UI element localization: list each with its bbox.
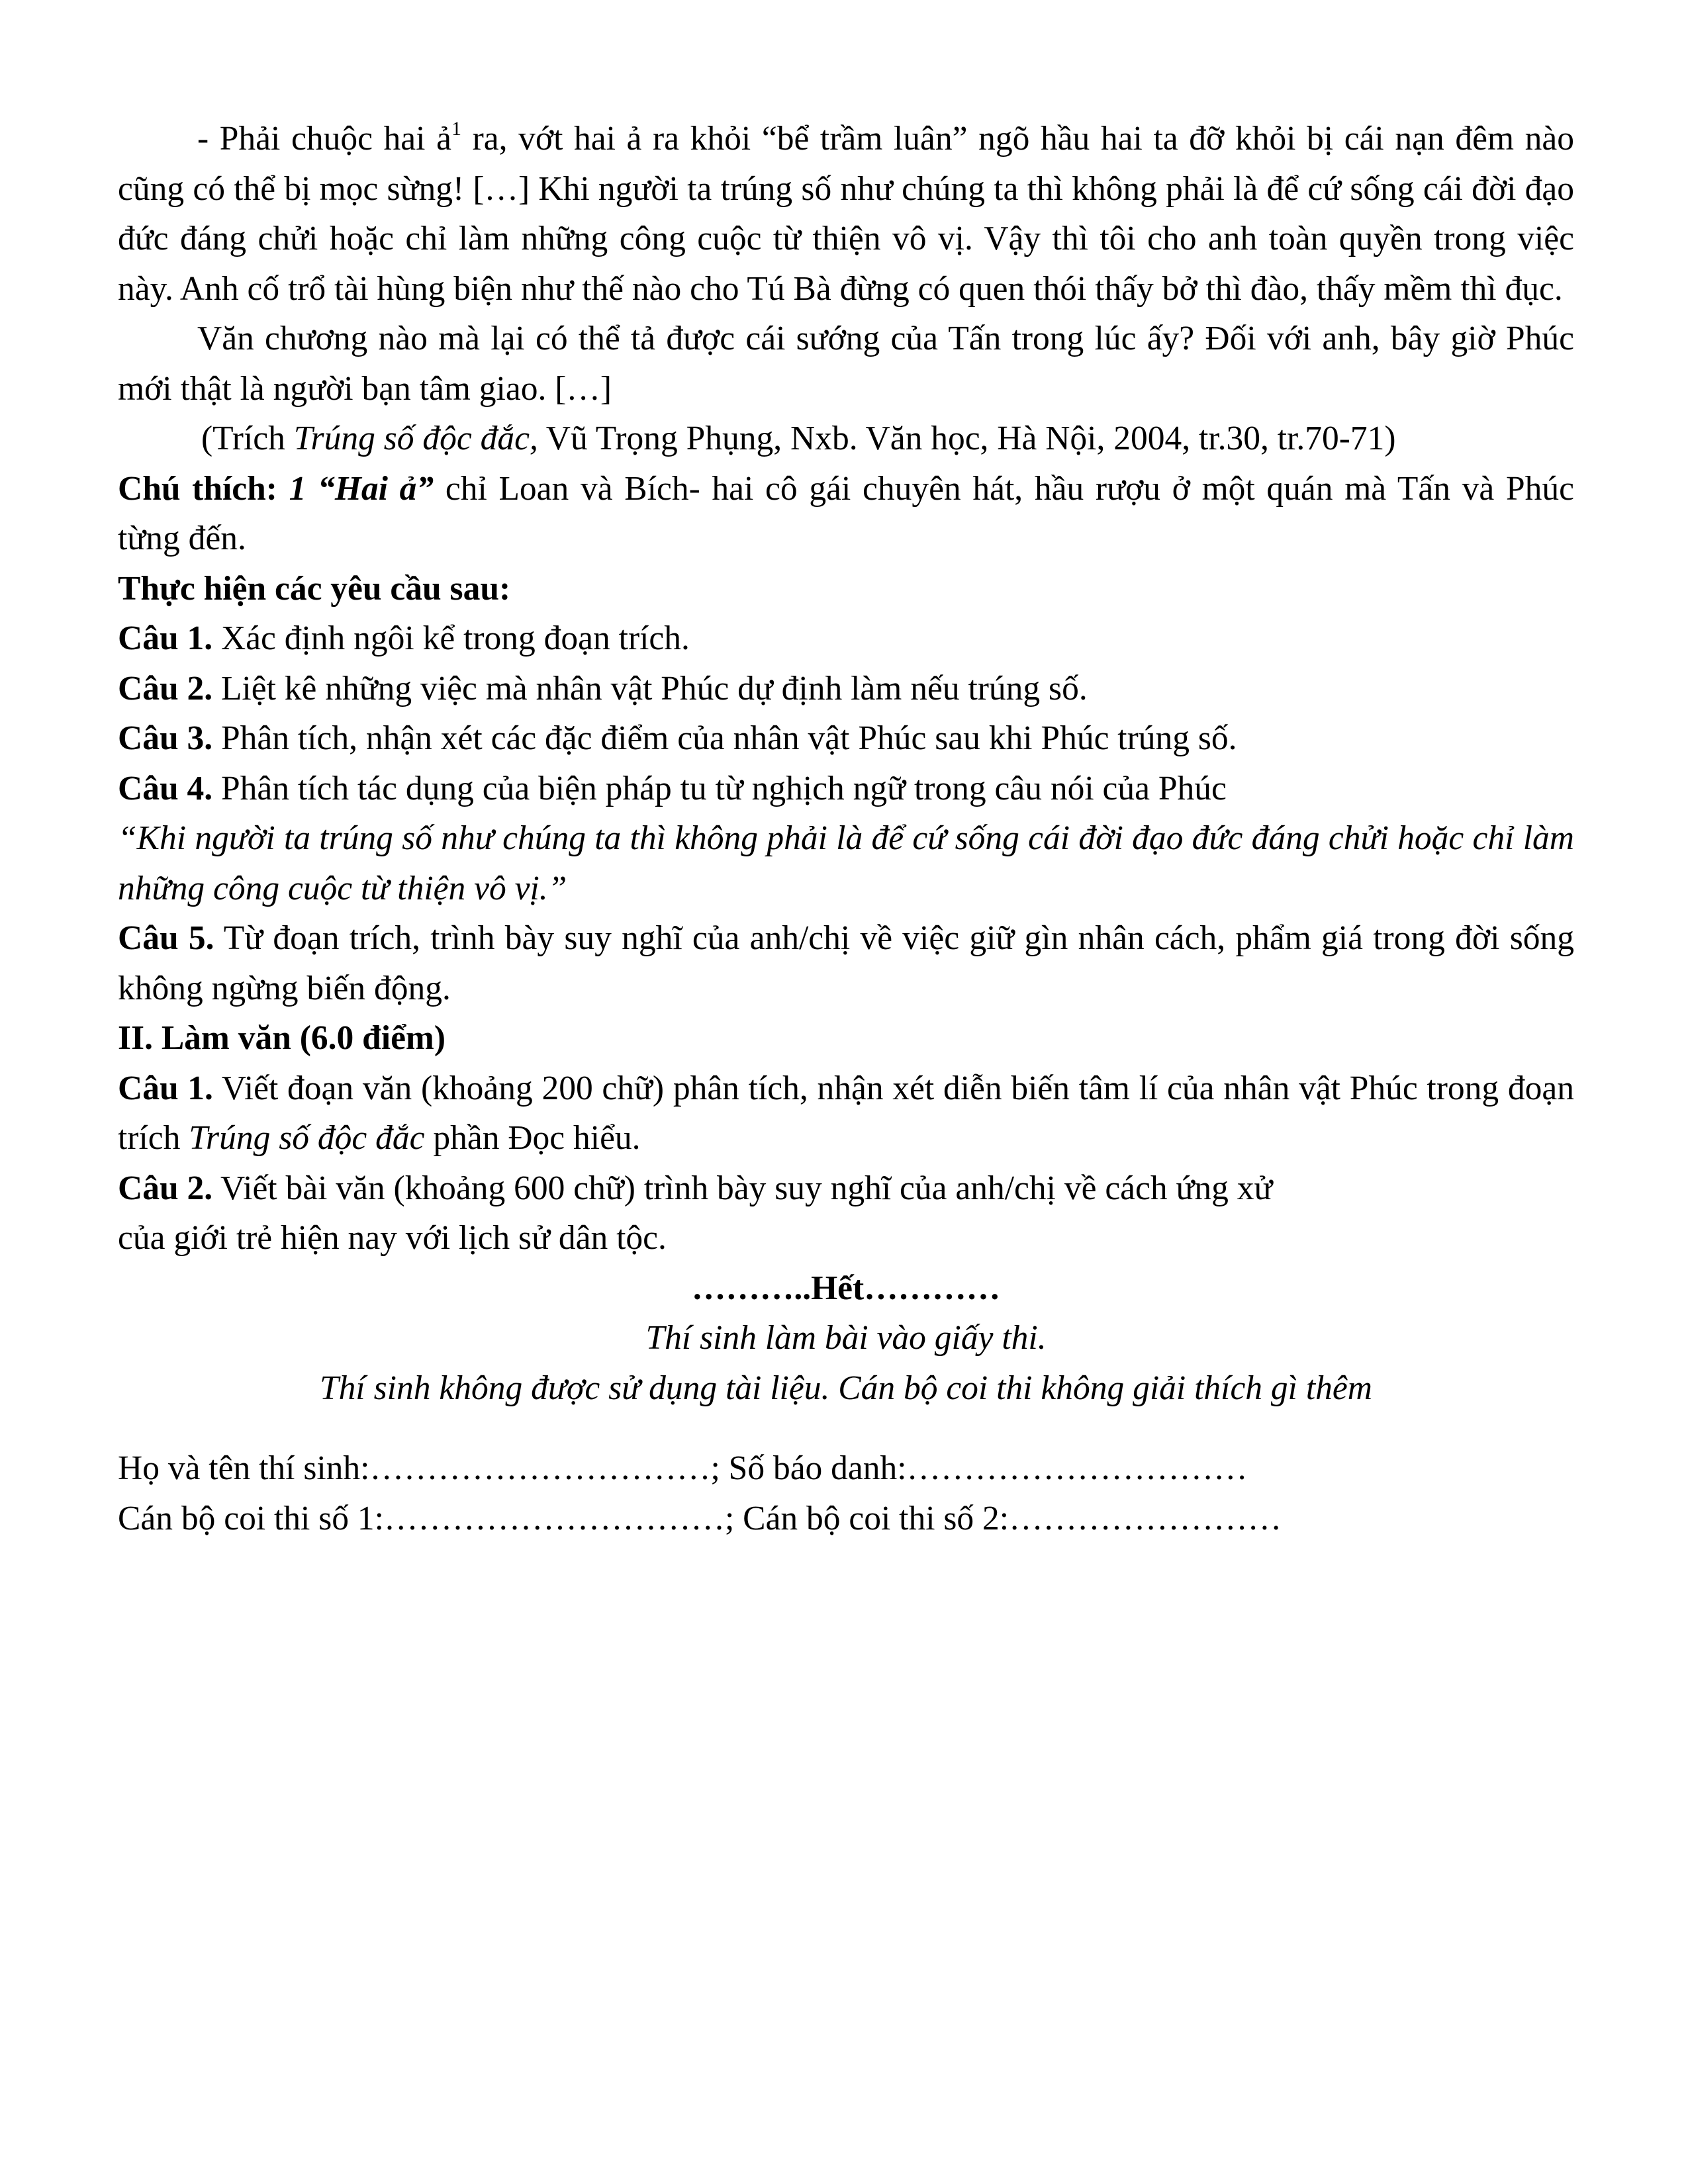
candidate-info-line: Họ và tên thí sinh:…………………………; Số báo danh:………………………… bbox=[118, 1449, 1248, 1487]
passage-paragraph-2: Văn chương nào mà lại có thể tả được cái sướng của Tấn trong lúc ấy? Đối với anh, bây giờ Phúc mới thật là người bạn tâm giao. […] bbox=[118, 320, 1574, 408]
proctor-info-line: Cán bộ coi thi số 1:…………………………; Cán bộ coi thi số 2:…………………… bbox=[118, 1499, 1282, 1537]
footnote-text: chỉ Loan và Bích- hai cô gái chuyên hát, hầu rượu ở một quán mà Tấn và Phúc từng đến. bbox=[118, 469, 1574, 557]
passage-p1-part1: - Phải chuộc hai ả bbox=[197, 120, 451, 158]
exam-note-2: Thí sinh không được sử dụng tài liệu. Cán bộ coi thi không giải thích gì thêm bbox=[320, 1369, 1372, 1407]
reading-question-4-quote: “Khi người ta trúng số như chúng ta thì không phải là để cứ sống cái đời đạo đức đáng chửi hoặc chỉ làm những công cuộc từ thiện vô vị.” bbox=[118, 819, 1574, 907]
reading-question-3 bbox=[118, 713, 1574, 764]
exam-note-1: Thí sinh làm bài vào giấy thi. bbox=[645, 1319, 1047, 1357]
passage-citation bbox=[118, 414, 1574, 464]
reading-question-5 bbox=[118, 913, 1574, 1013]
question-text-end: phần Đọc hiểu. bbox=[424, 1119, 641, 1157]
question-label: Câu 4. bbox=[118, 769, 213, 807]
footnote-term: 1 “Hai ả” bbox=[277, 469, 434, 508]
reading-question-2 bbox=[118, 664, 1574, 714]
question-text: Phân tích tác dụng của biện pháp tu từ nghịch ngữ trong câu nói của Phúc bbox=[212, 769, 1227, 807]
passage-p1-part2: ra, vớt hai ả ra khỏi “bể trầm luân” ngõ hầu hai ta đỡ khỏi bị cái nạn đêm nào cũng có thể bị mọc sừng! […] Khi người ta trúng số như chúng ta thì không phải là để cứ sống cái đời đạo đức đáng chửi hoặc chỉ làm những công cuộc từ thiện vô vị. Vậy thì tôi cho anh toàn quyền trong việc này. Anh cố trổ tài hùng biện như thế nào cho Tú Bà đừng có quen thói thấy bở thì đào, thấy mềm thì đục. bbox=[118, 120, 1574, 308]
citation-prefix: (Trích bbox=[201, 420, 294, 457]
exam-page bbox=[118, 114, 1574, 1543]
question-text: Từ đoạn trích, trình bày suy nghĩ của anh/chị về việc giữ gìn nhân cách, phẩm giá trong đời sống không ngừng biến động. bbox=[118, 919, 1574, 1007]
question-label: Câu 1. bbox=[118, 619, 213, 657]
question-label: Câu 1. bbox=[118, 1069, 213, 1107]
writing-question-2-line-2: của giới trẻ hiện nay với lịch sử dân tộc. bbox=[118, 1219, 667, 1257]
question-label: Câu 3. bbox=[118, 719, 213, 757]
question-label: Câu 2. bbox=[118, 1169, 213, 1207]
footnote bbox=[118, 464, 1574, 564]
end-mark: ………..Hết………… bbox=[691, 1269, 1001, 1307]
question-text: Viết đoạn văn (khoảng 200 chữ) phân tích, nhận xét diễn biến tâm lí của nhân vật Phúc trong đoạn trích bbox=[118, 1069, 1574, 1157]
question-text: Phân tích, nhận xét các đặc điểm của nhân vật Phúc sau khi Phúc trúng số. bbox=[212, 719, 1237, 757]
writing-question-2 bbox=[118, 1163, 1574, 1214]
question-text: Liệt kê những việc mà nhân vật Phúc dự định làm nếu trúng số. bbox=[212, 669, 1088, 707]
question-label: Câu 5. bbox=[118, 919, 214, 957]
reading-heading: Thực hiện các yêu cầu sau: bbox=[118, 569, 511, 608]
question-label: Câu 2. bbox=[118, 669, 213, 707]
spacer bbox=[118, 1413, 1574, 1443]
work-title: Trúng số độc đắc bbox=[189, 1119, 425, 1157]
passage-paragraph-1 bbox=[118, 114, 1574, 314]
citation-rest: Vũ Trọng Phụng, Nxb. Văn học, Hà Nội, 2004, tr.30, tr.70-71) bbox=[538, 420, 1396, 457]
citation-title: Trúng số độc đắc, bbox=[293, 420, 538, 457]
question-text: Viết bài văn (khoảng 600 chữ) trình bày suy nghĩ của anh/chị về cách ứng xử bbox=[212, 1169, 1273, 1207]
question-text: Xác định ngôi kể trong đoạn trích. bbox=[212, 619, 690, 657]
reading-question-1 bbox=[118, 614, 1574, 664]
reading-question-4 bbox=[118, 764, 1574, 814]
writing-heading: II. Làm văn (6.0 điểm) bbox=[118, 1019, 445, 1057]
footnote-mark: 1 bbox=[451, 118, 461, 140]
footnote-label: Chú thích: bbox=[118, 469, 277, 508]
writing-question-1 bbox=[118, 1064, 1574, 1163]
